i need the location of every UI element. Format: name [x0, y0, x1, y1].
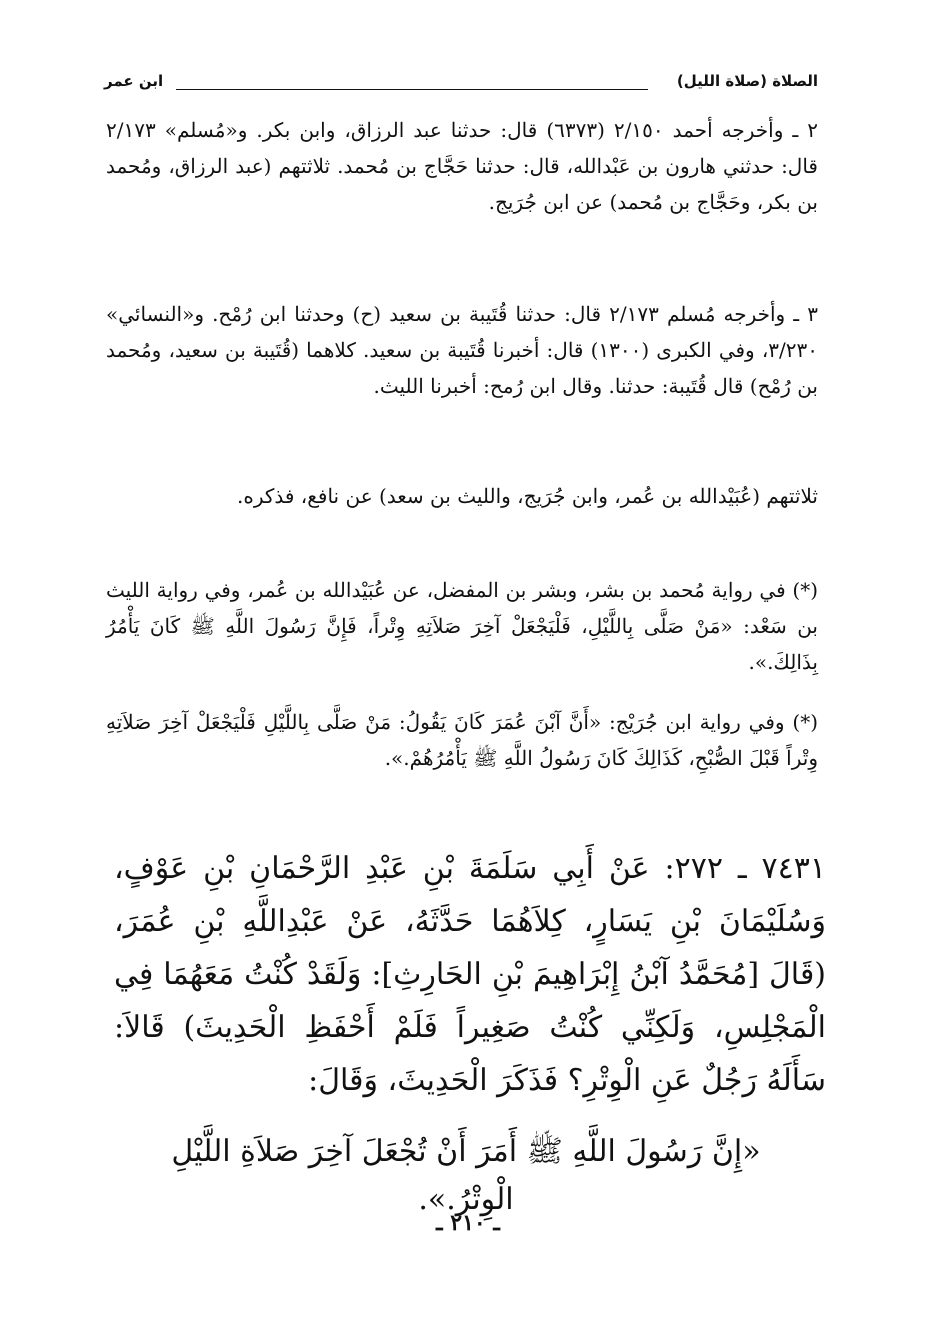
hadith-quote: «إِنَّ رَسُولَ اللَّهِ ﷺ أَمَرَ أَنْ تُجْعَلَ آخِرَ صَلاَةِ اللَّيْلِ الْوِتْرُ.».	[171, 1134, 761, 1217]
footnote-3: ٣ ـ وأخرجه مُسلم ٢/١٧٣ قال: حدثنا قُتَيبة بن سعيد (ح) وحدثنا ابن رُمْح. و«النسائي» ٣/٢٣٠، وفي الكبرى (١٣٠٠) قال: أخبرنا قُتَيبة بن سعيد. كلاهما (قُتَيبة بن سعيد، ومُحمد بن رُمْح) قال قُتَيبة: حدثنا. وقال ابن رُمح: أخبرنا الليث.	[106, 302, 818, 398]
page-number: ـ ٢١٠ ـ	[436, 1210, 500, 1236]
header-rule	[176, 89, 648, 90]
footnote-three-narrators: ثلاثتهم (عُبَيْدالله بن عُمر، وابن جُرَيج، والليث بن سعد) عن نافع، فذكره.	[236, 484, 818, 508]
hadith-text: ٧٤٣١ ـ ٢٧٢: عَنْ أَبِي سَلَمَةَ بْنِ عَبْدِ الرَّحْمَانِ بْنِ عَوْفٍ، وَسُلَيْمَانَ بْنِ يَسَارٍ، كِلاَهُمَا حَدَّثَهُ، عَنْ عَبْدِاللَّهِ بْنِ عُمَرَ، (قَالَ [مُحَمَّدُ آبْنُ إِبْرَاهِيمَ بْنِ الحَارِثِ]: وَلَقَدْ كُنْتُ مَعَهُمَا فِي الْمَجْلِسِ، وَلَكِنِّي كُنْتُ صَغِيراً فَلَمْ أَحْفَظِ الْحَدِيثَ) قَالاَ: سَأَلَهُ رَجُلٌ عَنِ الْوِتْرِ؟ فَذَكَرَ الْحَدِيثَ، وَقَالَ:	[114, 851, 826, 1098]
narrator-name: ابن عمر	[104, 72, 164, 90]
chapter-title: الصلاة (صلاة الليل)	[676, 72, 818, 90]
footnote-2: ٢ ـ وأخرجه أحمد ٢/١٥٠ (٦٣٧٣) قال: حدثنا عبد الرزاق، وابن بكر. و«مُسلم» ٢/١٧٣ قال: حدثني هارون بن عَبْدالله، قال: حدثنا حَجَّاج بن مُحمد. ثلاثتهم (عبد الرزاق، ومُحمد بن بكر، وحَجَّاج بن مُحمد) عن ابن جُرَيج.	[106, 118, 819, 214]
footnote-variant-2: (*) وفي رواية ابن جُرَيْج: «أَنَّ آبْنَ عُمَرَ كَانَ يَقُولُ: مَنْ صَلَّى بِاللَّيْلِ فَلْيَجْعَلْ آخِرَ صَلاَتِهِ وِتْراً قَبْلَ الصُّبْحِ، كَذَالِكَ كَانَ رَسُولُ اللَّهِ ﷺ يَأْمُرُهُمْ.».	[106, 710, 818, 770]
running-header	[104, 70, 818, 100]
footnote-variant-1: (*) في رواية مُحمد بن بشر، وبشر بن المفضل، عن عُبَيْدالله بن عُمر، وفي رواية الليث بن سَعْد: «مَنْ صَلَّى بِاللَّيْلِ، فَلْيَجْعَلْ آخِرَ صَلاَتِهِ وِتْراً، فَإِنَّ رَسُولَ اللَّهِ ﷺ كَانَ يَأْمُرُ بِذَالِكَ.».	[106, 578, 818, 674]
